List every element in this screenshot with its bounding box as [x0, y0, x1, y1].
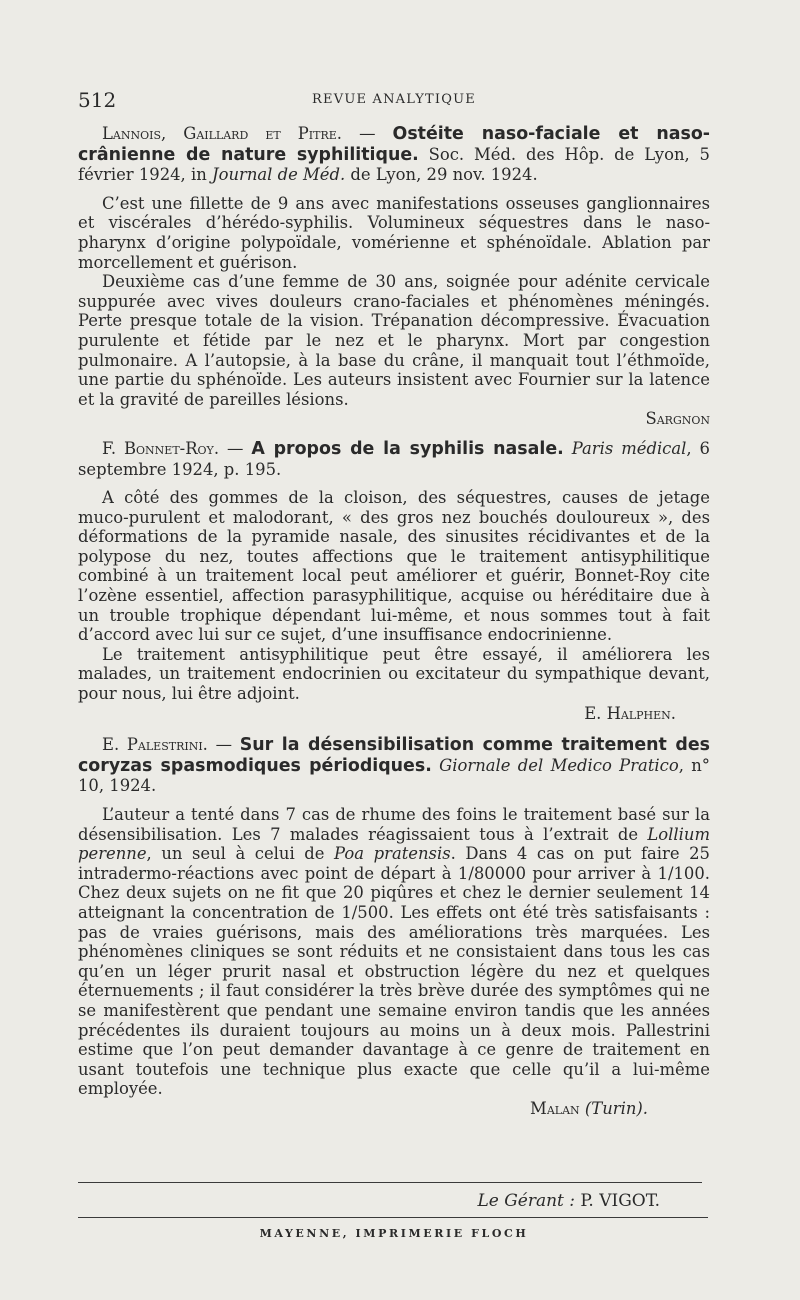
article-1-signature: Sargnon — [645, 409, 710, 429]
journal-page — [78, 0, 710, 1300]
article-2-signature-line — [78, 704, 710, 724]
page-number: 512 — [78, 88, 117, 112]
article-2-paragraph-1: A côté des gommes de la cloison, des séquestres, causes de jetage muco-purulent et malodorant, « des gros nez bouchés douloureux », des déformations de la pyramide nasale, des sinusites récidivantes et de la polypose du nez, toutes affections que le traitement antisyphilitique combiné à un traitement local peut améliorer et guérir, Bonnet-Roy cite l’ozène essentiel, affection parasyphilitique, acquise ou héréditaire due à un trouble trophique dépendant lui-même, et nous sommes tout à fait d’accord avec lui sur ce sujet, d’une insuffisance endocrinienne. — [78, 488, 710, 645]
printer-imprint: MAYENNE, IMPRIMERIE FLOCH — [259, 1227, 529, 1240]
footer-rule-bottom — [78, 1217, 708, 1218]
article-3-source-journal: Giornale del Medico Pratico — [439, 755, 679, 775]
article-3-source-b: , n° 10, 1924. — [78, 755, 711, 796]
article-3-heading — [78, 735, 710, 796]
article-2-source-journal: Paris médical — [571, 438, 687, 458]
gerant-label: Le Gérant : — [477, 1191, 576, 1211]
article-3-text-c: . Dans 4 cas on put faire 25 intradermo-réactions avec point de départ à 1/80000 pour arriver à 1/100. Chez deux sujets on ne fit que 20 piqûres et chez le dernier seulement 14 atteignant la concentration de 1/500. Les effets ont été très satisfaisants : pas de vraies guérisons, mais des améliorations très marquées. Les phénomènes cliniques se sont réduits et ne consistaient dans tous les cas qu’en un léger prurit nasal et obstruction légère du nez et quelques éternuements ; il faut considérer la très brève durée des symptômes qui ne se manifestèrent que pendant une semaine environ tandis que les années précédentes ils duraient toujours au moins un à deux mois. Pallestrini estime que l’on peut demander davantage à ce genre de traitement en usant toutefois une technique plus exacte que celle qu’il a lui-même employée. — [78, 844, 710, 1099]
article-1-signature-line — [78, 409, 710, 429]
article-2-paragraph-2: Le traitement antisyphilitique peut être essayé, il améliorera les malades, un traitement endocrinien ou excitateur du sympathique devant, pour nous, lui être adjoint. — [78, 644, 710, 704]
article-3-title: Sur la désensibilisation comme traitement des coryzas spasmodiques périodiques. — [78, 735, 711, 776]
article-1-dash: — — [342, 124, 393, 143]
footer-rule-top — [78, 1182, 702, 1183]
species-poa: Poa pratensis — [334, 844, 451, 864]
species-lollium: Lollium perenne — [78, 824, 710, 864]
article-1-title: Ostéite naso-faciale et naso-crânienne de nature syphilitique. — [78, 124, 710, 165]
gerant-name: P. VIGOT. — [575, 1191, 660, 1211]
article-1-paragraph-1: C’est une fillette de 9 ans avec manifestations osseuses ganglionnaires et viscérales d’hérédo-syphilis. Volumineux séquestres dans le naso-pharynx d’origine polypoïdale, vomérienne et sphénoïdale. Ablation par morcellement et guérison. — [78, 193, 710, 272]
article-2-source-b: , 6 septembre 1924, p. 195. — [78, 438, 710, 479]
page-body — [78, 124, 710, 1119]
article-2-title: A propos de la syphilis nasale. — [251, 438, 564, 459]
article-3-text-b: , un seul à celui de — [146, 844, 335, 864]
article-1-paragraph-2: Deuxième cas d’une femme de 30 ans, soignée pour adénite cervicale suppurée avec vives douleurs crano-faciales et phénomènes méningés. Perte presque totale de la vision. Trépanation décompressive. Évacuation purulente et fétide par le nez et le pharynx. Mort par congestion pulmonaire. A l’autopsie, à la base du crâne, il manquait tout l’éthmoïde, une partie du sphénoïde. Les auteurs insistent avec Fournier sur la latence et la gravité de pareilles lésions. — [78, 272, 710, 409]
article-2-heading — [78, 439, 710, 479]
gerant-line — [477, 1191, 660, 1211]
article-1-source-journal: Journal de Méd. — [212, 165, 346, 185]
article-1-source-a: Soc. Méd. des Hôp. de Lyon, 5 février 1924, in — [78, 144, 710, 185]
article-3-dash: — — [207, 735, 240, 755]
article-3-authors: E. Palestrini. — [102, 735, 208, 755]
article-3-paragraph-1 — [78, 805, 710, 1099]
article-2-authors: F. Bonnet-Roy. — [102, 438, 220, 458]
article-3-signature-place: (Turin). — [579, 1098, 648, 1118]
article-3-signature-line — [78, 1099, 710, 1119]
article-3-text-a: L’auteur a tenté dans 7 cas de rhume des foins le traitement basé sur la désensibilisation. Les 7 malades réagissaient tous à l’extrait de — [78, 805, 710, 844]
article-2-dash: — — [219, 438, 252, 458]
article-1-authors: Lannois, Gaillard et Pitre. — [102, 124, 343, 143]
article-1-heading — [78, 124, 710, 185]
page-header — [78, 88, 710, 112]
running-title: REVUE ANALYTIQUE — [312, 92, 476, 107]
article-2-signature: E. Halphen. — [584, 703, 676, 723]
article-1-source-b: de Lyon, 29 nov. 1924. — [345, 165, 538, 185]
article-3-signature: Malan — [530, 1098, 580, 1118]
